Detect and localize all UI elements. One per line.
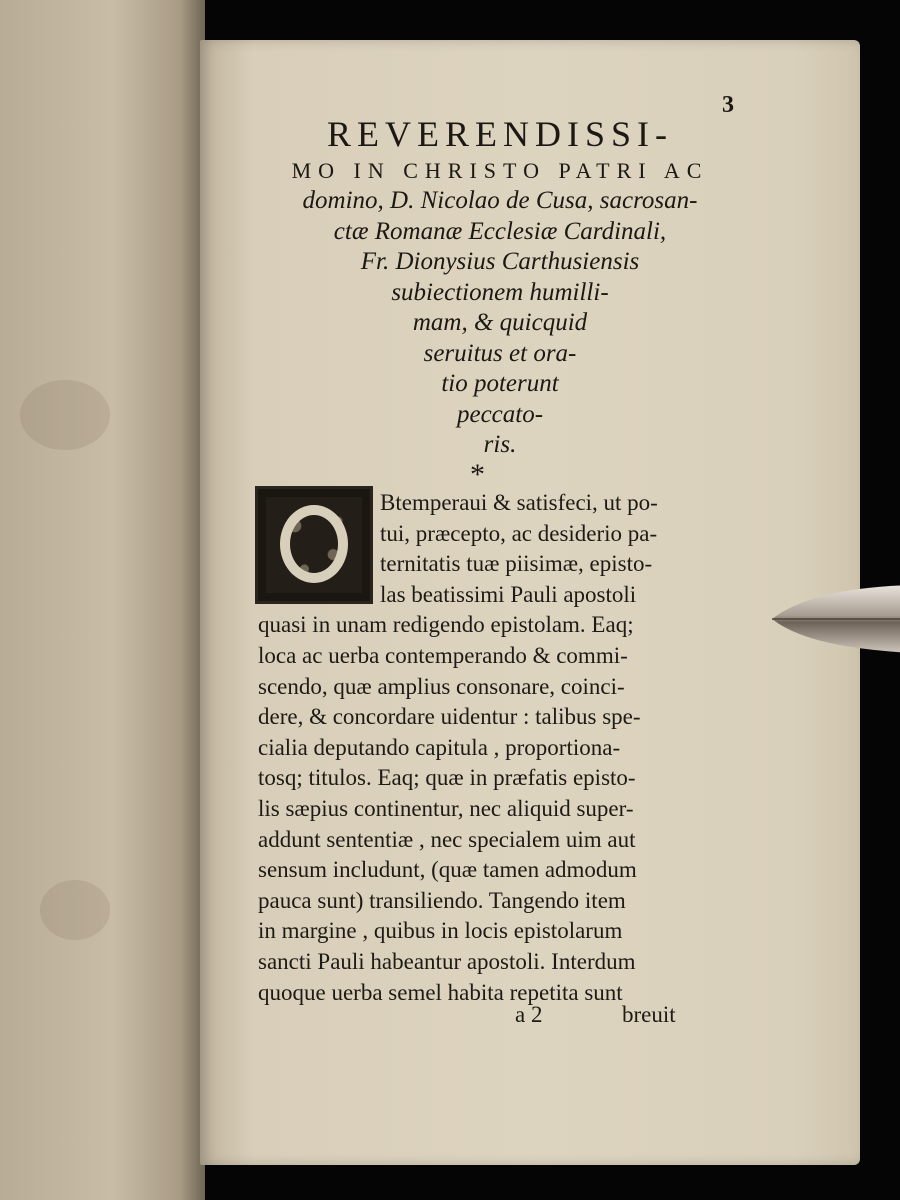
heading-italic-line: peccato- bbox=[456, 400, 544, 428]
text-line: scendo, quæ amplius consonare, coinci- bbox=[258, 673, 625, 699]
text-line: Btemperaui & satisfeci, ut po- bbox=[380, 490, 658, 515]
left-page bbox=[0, 0, 205, 1200]
text-line: sancti Pauli habeantur apostoli. Interdum bbox=[258, 948, 636, 974]
page-stain bbox=[40, 880, 110, 940]
body-text bbox=[258, 488, 694, 1008]
text-line: lis sæpius continentur, nec aliquid super- bbox=[258, 795, 634, 821]
text-line: in margine , quibus in locis epistolarum bbox=[258, 918, 623, 944]
text-line: quasi in unam redigendo epistolam. Eaq; bbox=[258, 612, 634, 638]
text-line: tosq; titulos. Eaq; quæ in præfatis episto- bbox=[258, 765, 636, 791]
heading-italic-line: ris. bbox=[483, 431, 517, 458]
heading-italic-line: tio poterunt bbox=[441, 370, 559, 397]
text-line: addunt sententiæ , nec specialem uim aut bbox=[258, 826, 636, 852]
folio-number: 3 bbox=[722, 92, 734, 118]
heading-italic-line: mam, & quicquid bbox=[412, 309, 588, 336]
heading-italic-line: seruitus et ora- bbox=[423, 339, 577, 367]
text-line: pauca sunt) transiliendo. Tangendo item bbox=[258, 887, 626, 913]
text-line: dere, & concordare uidentur : talibus spe- bbox=[258, 704, 641, 730]
page-stain bbox=[20, 380, 110, 450]
heading-line-2: MO IN CHRISTO PATRI AC bbox=[291, 158, 709, 183]
catchword: breuit bbox=[622, 1002, 676, 1027]
heading-italic-line: subiectionem humilli- bbox=[391, 278, 609, 306]
signature-mark: a 2 bbox=[515, 1002, 543, 1027]
dedication-heading bbox=[240, 112, 760, 461]
heading-italic-line: ctæ Romanæ Ecclesiæ Cardinali, bbox=[333, 217, 667, 245]
text-line: sensum includunt, (quæ tamen admodum bbox=[258, 857, 637, 883]
asterisk-ornament: * bbox=[470, 458, 485, 491]
text-line: quoque uerba semel habita repetita sunt bbox=[258, 979, 623, 1005]
text-line: las beatissimi Pauli apostoli bbox=[380, 581, 637, 607]
heading-italic-line: Fr. Dionysius Carthusiensis bbox=[360, 248, 640, 275]
text-line: cialia deputando capitula , proportiona- bbox=[258, 734, 621, 760]
text-line: ternitatis tuæ piisimæ, episto- bbox=[380, 551, 653, 577]
text-line: loca ac uerba contemperando & commi- bbox=[258, 642, 628, 668]
text-line: tui, præcepto, ac desiderio pa- bbox=[380, 520, 658, 546]
heading-line-1: REVERENDISSI- bbox=[327, 114, 673, 154]
metal-pointer bbox=[770, 583, 900, 655]
heading-italic-line: domino, D. Nicolao de Cusa, sacrosan- bbox=[302, 187, 698, 214]
